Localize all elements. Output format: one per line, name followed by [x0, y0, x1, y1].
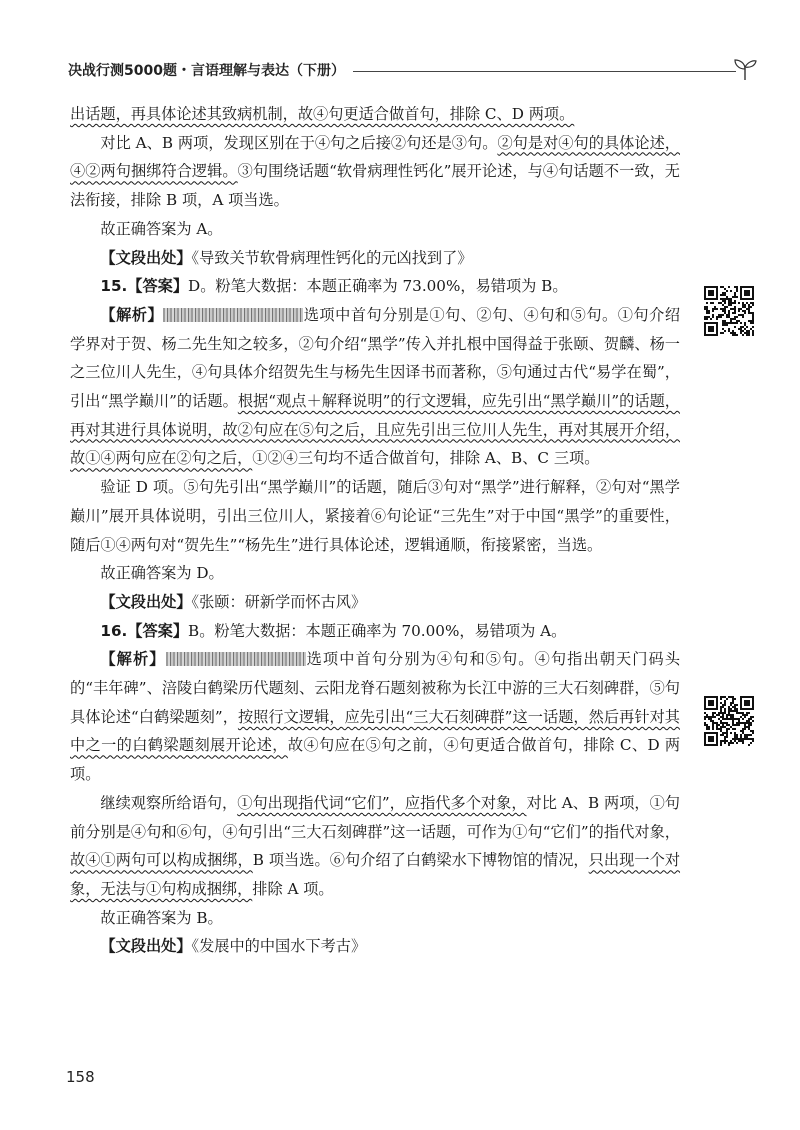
header-rule [353, 71, 736, 72]
sprout-icon [732, 56, 758, 82]
running-header [68, 56, 758, 86]
paragraph: 对比 A、B 两项，发现区别在于④句之后接②句还是③句。②句是对④句的具体论述，④②两句捆绑符合逻辑。③句围绕话题“软骨病理性钙化”展开论述，与④句话题不一致，无法衔接，排除 B 项，A 项当选。 [70, 133, 680, 210]
source-line: 【文段出处】《发展中的中国水下考古》 [100, 937, 367, 956]
source-line: 【文段出处】《张颐：研新学而怀古风》 [100, 592, 367, 611]
answer-line: 故正确答案为 B。 [100, 908, 223, 927]
q15-verify: 验证 D 项。⑤句先引出“黑学巅川”的话题，随后③句对“黑学”进行解释，②句对“黑学巅川”展开具体说明，引出三位川人，紧接着⑥句论证“三先生”对于中国“黑学”的重要性，随后①④两句对“贺先生”“杨先生”进行具体论述，逻辑通顺，衔接紧密，当选。 [70, 478, 680, 554]
blurred-watermark [166, 652, 306, 666]
page-body [70, 100, 680, 961]
source-line: 【文段出处】《导致关节软骨病理性钙化的元凶找到了》 [100, 248, 473, 267]
header-title: 决战行测5000题・言语理解与表达（下册） [68, 63, 345, 79]
qr-code-icon[interactable] [704, 286, 754, 336]
blurred-watermark [163, 308, 303, 322]
q15-analysis: 【解析】 选项中首句分别是①句、②句、④句和⑤句。①句介绍学界对于贺、杨二先生知之较多，②句介绍“黑学”传入并扎根中国得益于张颐、贺麟、杨一之三位川人先生，④句具体介绍贺先生与杨先生因译书而著称，⑤句通过古代“易学在蜀”，引出“黑学巅川”的话题。根据“观点＋解释说明”的行文逻辑，应先引出“黑学巅川”的话题，再对其进行具体说明，故②句应在⑤句之后，且应先引出三位川人先生，再对其展开介绍，故①④两句应在②句之后，①②④三句均不适合做首句，排除 A、B、C 三项。 [70, 305, 681, 468]
page-number: 158 [66, 1068, 95, 1086]
qr-code-icon[interactable] [704, 696, 754, 746]
q16-answer: 16.【答案】B。粉笔大数据：本题正确率为 70.00%，易错项为 A。 [100, 621, 567, 640]
q15-answer: 15.【答案】D。粉笔大数据：本题正确率为 73.00%，易错项为 B。 [100, 277, 568, 296]
q16-continue: 继续观察所给语句，①句出现指代词“它们”，应指代多个对象，对比 A、B 两项，①句前分别是④句和⑥句，④句引出“三大石刻碑群”这一话题，可作为①句“它们”的指代对象，故④①两句可以构成捆绑，B 项当选。⑥句介绍了白鹤梁水下博物馆的情况，只出现一个对象，无法与①句构成捆绑，排除 A 项。 [70, 793, 681, 898]
paragraph: 出话题，再具体论述其致病机制，故④句更适合做首句，排除 C、D 两项。 [70, 105, 575, 123]
answer-line: 故正确答案为 A。 [100, 219, 223, 238]
answer-line: 故正确答案为 D。 [100, 564, 224, 583]
q16-analysis: 【解析】 选项中首句分别为④句和⑤句。④句指出朝天门码头的“丰年碑”、涪陵白鹤梁历代题刻、云阳龙脊石题刻被称为长江中游的三大石刻碑群，⑤句具体论述“白鹤梁题刻”，按照行文逻辑，应先引出“三大石刻碑群”这一话题，然后再针对其中之一的白鹤梁题刻展开论述，故④句应在⑤句之前，④句更适合做首句，排除 C、D 两项。 [70, 650, 681, 784]
